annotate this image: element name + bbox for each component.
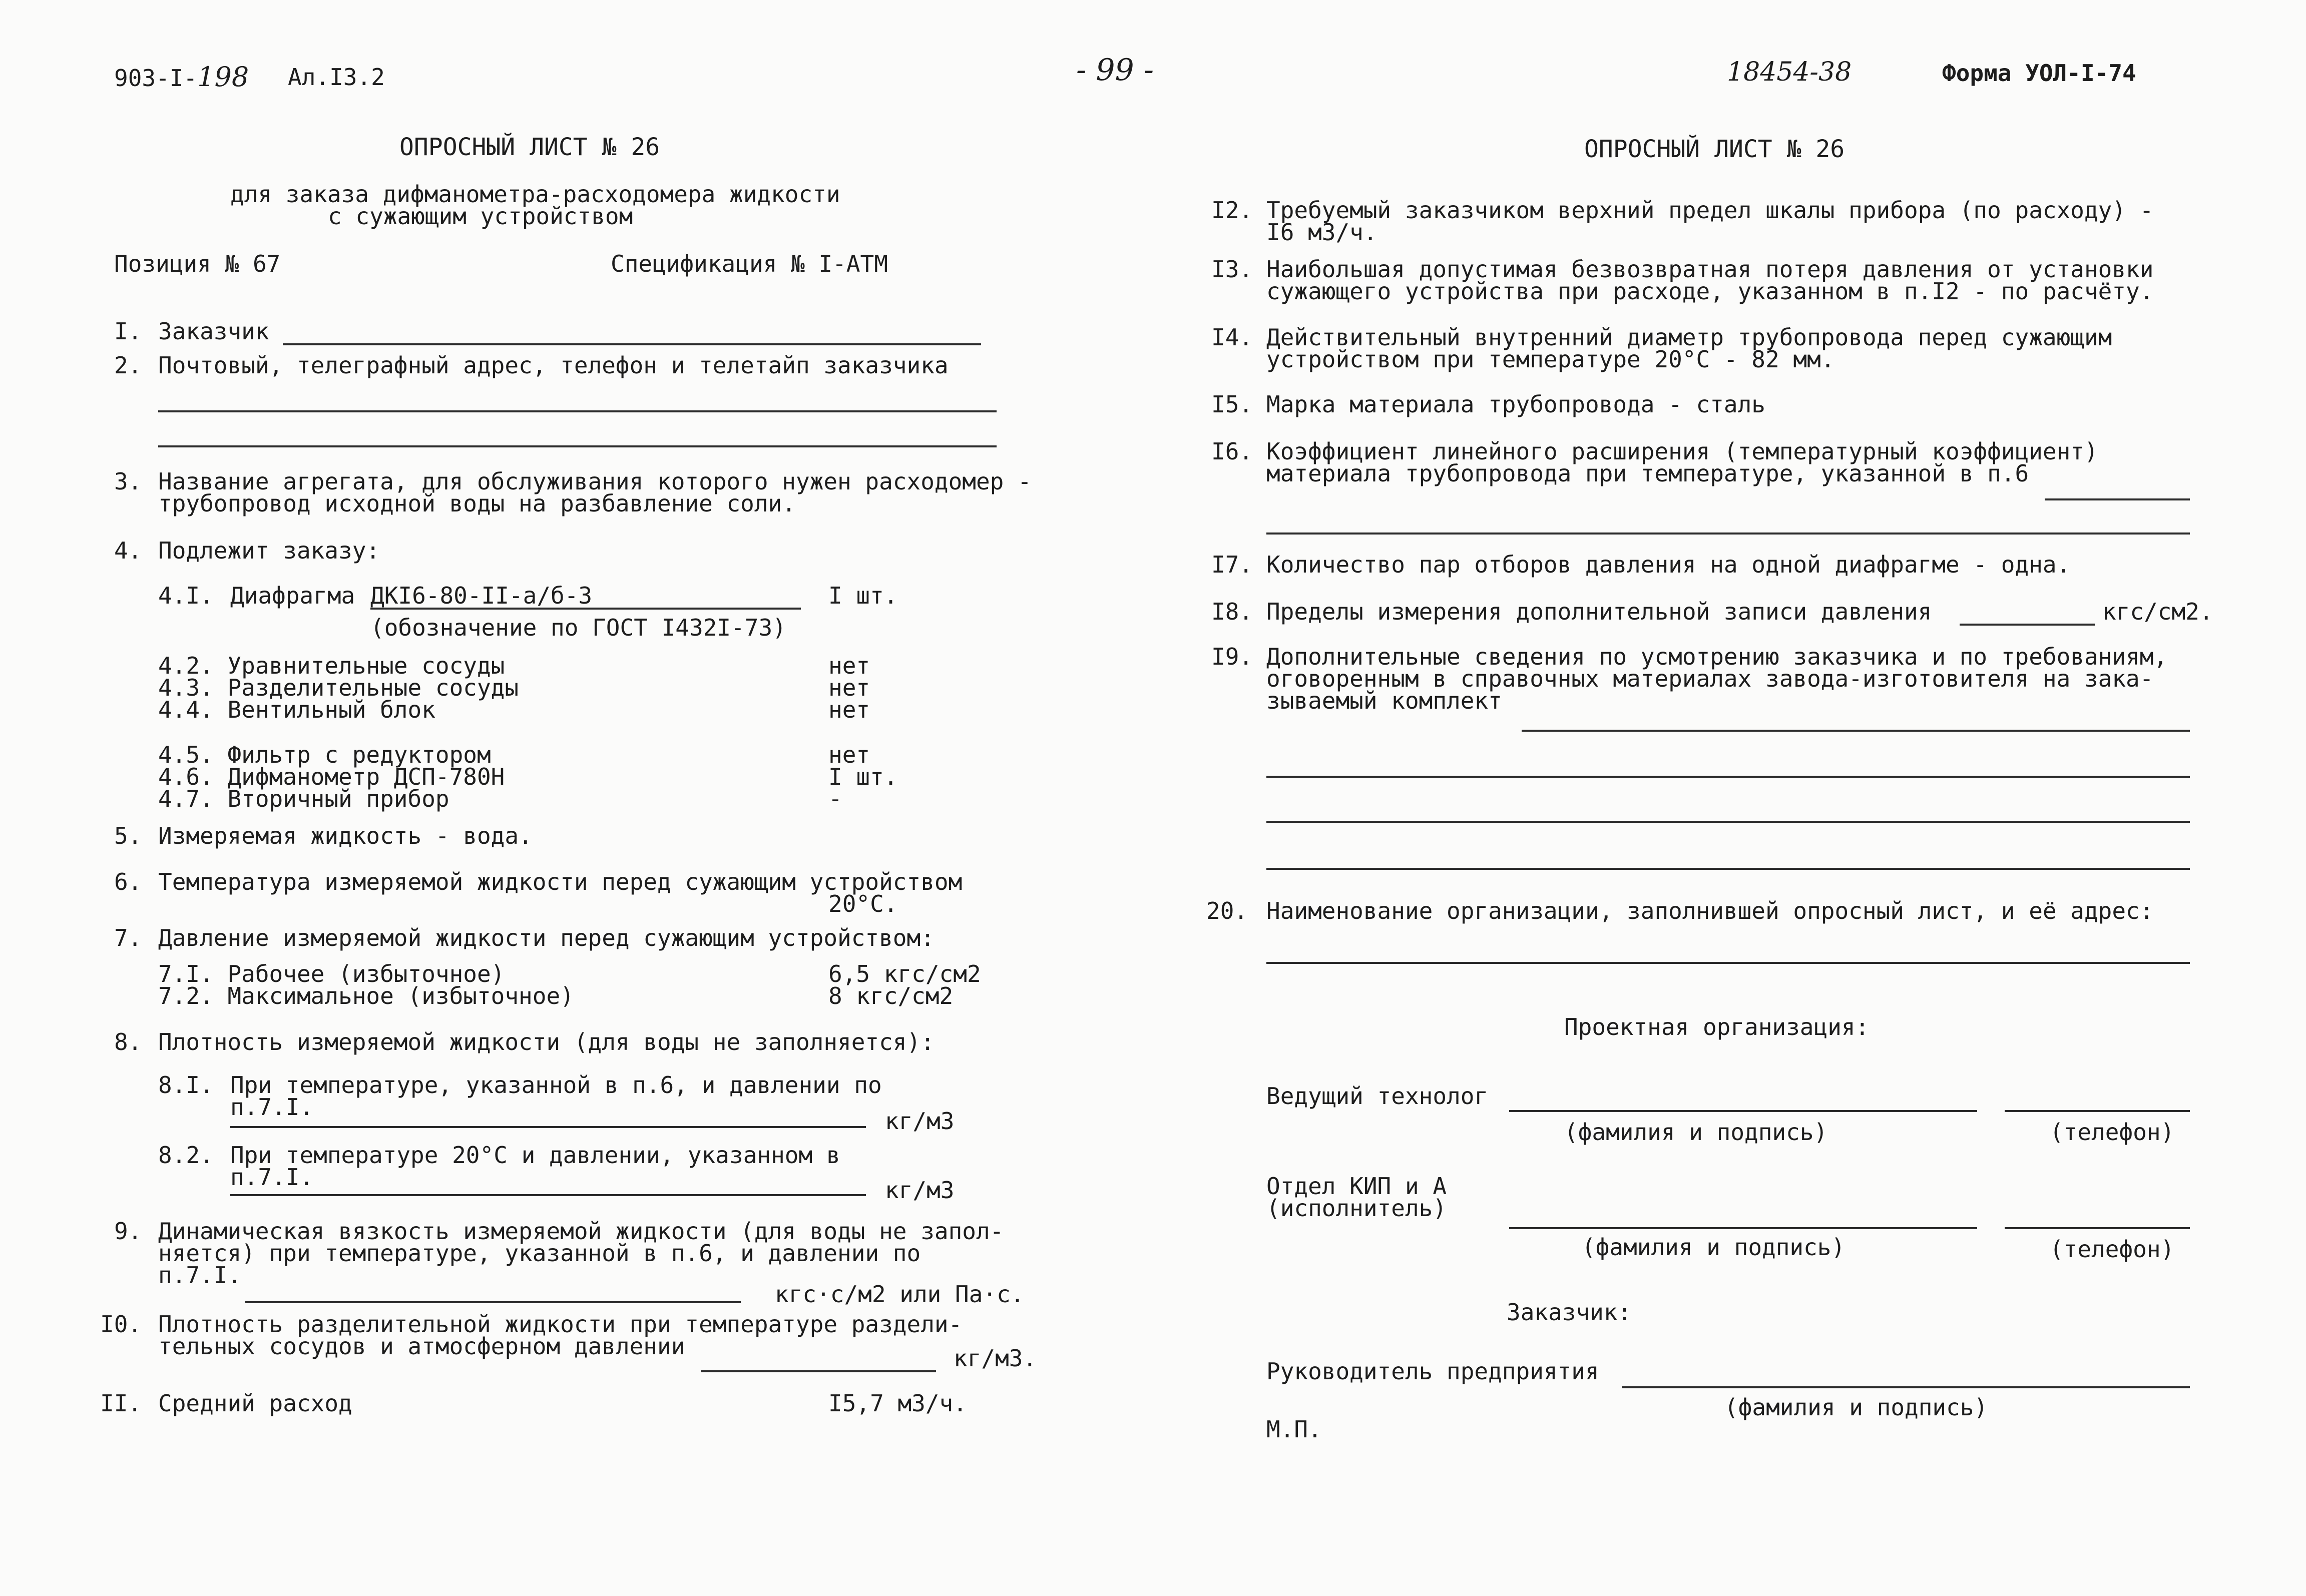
stamp-place-label: М.П.: [1266, 1416, 1322, 1443]
item-4-2: 4.2. Уравнительные сосуды: [158, 652, 505, 679]
lead-technologist-label: Ведущий технолог: [1266, 1083, 1489, 1110]
item-17-number: I7.: [1211, 551, 1253, 578]
item-16-number: I6.: [1211, 438, 1253, 465]
item-20-number: 20.: [1206, 897, 1248, 924]
item-13-number: I3.: [1211, 256, 1253, 283]
item-4-4-value: нет: [828, 696, 870, 723]
item-14-number: I4.: [1211, 324, 1253, 351]
item-2-number: 2.: [114, 352, 142, 379]
item-8-text: Плотность измеряемой жидкости (для воды не заполняется):: [158, 1028, 935, 1055]
item-20-fill-line: [1266, 962, 2190, 964]
item-8-2-fill-line: [230, 1194, 866, 1196]
right-page-title: ОПРОСНЫЙ ЛИСТ № 26: [1584, 135, 1845, 163]
kip-name-caption: (фамилия и подпись): [1582, 1234, 1846, 1261]
item-8-1-text-line-1: При температуре, указанной в п.6, и давлении по: [230, 1072, 882, 1099]
item-10-unit: кг/м3.: [954, 1345, 1037, 1372]
item-19-text-line-2: оговоренным в справочных материалах завода-изготовителя на зака-: [1266, 665, 2154, 692]
item-4-1-number: 4.I.: [158, 582, 214, 609]
item-4-number: 4.: [114, 537, 142, 564]
item-9-text-line-3: п.7.I.: [158, 1262, 242, 1289]
item-8-number: 8.: [114, 1028, 142, 1055]
design-org-heading: Проектная организация:: [1564, 1013, 1870, 1040]
item-5-number: 5.: [114, 822, 142, 849]
document-code-handwritten: 198: [197, 61, 249, 93]
item-4-4: 4.4. Вентильный блок: [158, 696, 435, 723]
item-4-1-quantity: I шт.: [828, 582, 898, 609]
item-8-2-text-line-2: п.7.I.: [230, 1164, 314, 1191]
item-8-1-unit: кг/м3: [885, 1108, 955, 1135]
specification-number: Спецификация № I-АТМ: [611, 250, 888, 277]
item-4-7: 4.7. Вторичный прибор: [158, 785, 449, 812]
kip-phone-caption: (телефон): [2050, 1236, 2175, 1263]
item-16-fill-line-2: [1266, 533, 2190, 535]
item-16-fill-line-1: [2045, 498, 2190, 500]
item-8-2-text-line-1: При температуре 20°С и давлении, указанном в: [230, 1142, 840, 1169]
item-1-text: Заказчик: [158, 318, 269, 345]
item-7-1-value: 6,5 кгс/см2: [828, 960, 981, 987]
item-13-text-line-1: Наибольшая допустимая безвозвратная потеря давления от установки: [1266, 256, 2154, 283]
item-11-number: II.: [100, 1390, 142, 1417]
director-signature-line: [1622, 1386, 2190, 1388]
item-19-fill-line-1: [1522, 730, 2190, 732]
page-number: - 99 -: [1076, 53, 1154, 88]
item-10-number: I0.: [100, 1311, 142, 1338]
customer-fill-line: [283, 343, 981, 345]
lead-technologist-name-caption: (фамилия и подпись): [1564, 1119, 1828, 1146]
item-12-number: I2.: [1211, 197, 1253, 224]
item-7-2-value: 8 кгс/см2: [828, 982, 954, 1009]
item-7-1: 7.I. Рабочее (избыточное): [158, 960, 505, 987]
item-11-value: I5,7 м3/ч.: [828, 1390, 967, 1417]
lead-technologist-phone-line: [2005, 1110, 2190, 1112]
item-18-unit: кгс/см2.: [2102, 598, 2213, 625]
item-19-fill-line-2: [1266, 776, 2190, 778]
item-16-text-line-1: Коэффициент линейного расширения (температурный коэффициент): [1266, 438, 2098, 465]
item-4-text: Подлежит заказу:: [158, 537, 380, 564]
item-15-number: I5.: [1211, 391, 1253, 418]
item-19-fill-line-4: [1266, 868, 2190, 870]
item-16-text-line-2: материала трубопровода при температуре, указанной в п.6: [1266, 460, 2029, 487]
address-fill-line-1: [158, 410, 997, 412]
director-label: Руководитель предприятия: [1266, 1358, 1599, 1385]
item-7-2: 7.2. Максимальное (избыточное): [158, 982, 574, 1009]
item-12-text-line-1: Требуемый заказчиком верхний предел шкалы прибора (по расходу) -: [1266, 197, 2154, 224]
kip-phone-line: [2005, 1227, 2190, 1229]
item-11-text: Средний расход: [158, 1390, 352, 1417]
customer-heading: Заказчик:: [1507, 1299, 1632, 1326]
item-6-text-line-2: 20°С.: [828, 890, 898, 917]
item-14-text-line-1: Действительный внутренний диаметр трубопровода перед сужающим: [1266, 324, 2112, 351]
item-3-text-line-1: Название агрегата, для обслуживания которого нужен расходомер -: [158, 468, 1032, 495]
kip-signature-line: [1509, 1227, 1977, 1229]
item-17-text: Количество пар отборов давления на одной диафрагме - одна.: [1266, 551, 2071, 578]
item-3-number: 3.: [114, 468, 142, 495]
item-9-text-line-2: няется) при температуре, указанной в п.6, и давлении по: [158, 1240, 921, 1267]
item-5-text: Измеряемая жидкость - вода.: [158, 822, 533, 849]
item-8-2-number: 8.2.: [158, 1142, 214, 1169]
item-6-number: 6.: [114, 868, 142, 895]
lead-technologist-signature-line: [1509, 1110, 1977, 1112]
item-18-text: Пределы измерения дополнительной записи давления: [1266, 598, 1932, 625]
item-8-1-number: 8.I.: [158, 1072, 214, 1099]
lead-technologist-phone-caption: (телефон): [2050, 1119, 2175, 1146]
item-8-2-unit: кг/м3: [885, 1177, 955, 1204]
item-18-number: I8.: [1211, 598, 1253, 625]
item-1-number: I.: [114, 318, 142, 345]
item-19-text-line-1: Дополнительные сведения по усмотрению заказчика и по требованиям,: [1266, 643, 2168, 670]
item-4-3-value: нет: [828, 674, 870, 701]
subtitle-line-1: для заказа дифманометра-расходомера жидкости: [230, 181, 840, 208]
item-4-1-fill-line: [370, 608, 801, 610]
subtitle-line-2: с сужающим устройством: [328, 203, 633, 230]
left-page-title: ОПРОСНЫЙ ЛИСТ № 26: [399, 133, 660, 161]
item-20-text: Наименование организации, заполнившей опросный лист, и её адрес:: [1266, 897, 2154, 924]
kip-department-label: Отдел КИП и А: [1266, 1173, 1447, 1200]
item-10-text-line-2: тельных сосудов и атмосферном давлении: [158, 1333, 685, 1360]
item-2-text: Почтовый, телеграфный адрес, телефон и телетайп заказчика: [158, 352, 949, 379]
item-6-text-line-1: Температура измеряемой жидкости перед сужающим устройством: [158, 868, 963, 895]
item-9-unit: кгс·с/м2 или Па·с.: [775, 1281, 1025, 1308]
item-9-number: 9.: [114, 1218, 142, 1245]
item-9-fill-line: [245, 1301, 741, 1303]
item-4-1-value: ДКI6-80-II-а/б-3: [370, 582, 593, 609]
position-number: Позиция № 67: [114, 250, 281, 277]
item-12-text-line-2: I6 м3/ч.: [1266, 219, 1377, 246]
item-4-3: 4.3. Разделительные сосуды: [158, 674, 519, 701]
item-10-text-line-1: Плотность разделительной жидкости при температуре раздели-: [158, 1311, 963, 1338]
item-4-1-note: (обозначение по ГОСТ I432I-73): [370, 614, 786, 641]
item-19-fill-line-3: [1266, 821, 2190, 823]
address-fill-line-2: [158, 445, 997, 447]
item-4-2-value: нет: [828, 652, 870, 679]
item-15-text: Марка материала трубопровода - сталь: [1266, 391, 1765, 418]
item-4-5-value: нет: [828, 741, 870, 768]
item-9-text-line-1: Динамическая вязкость измеряемой жидкости (для воды не запол-: [158, 1218, 1004, 1245]
item-3-text-line-2: трубопровод исходной воды на разбавление соли.: [158, 490, 796, 517]
item-10-fill-line: [701, 1370, 936, 1372]
item-4-6: 4.6. Дифманометр ДСП-780Н: [158, 763, 505, 790]
item-19-text-line-3: зываемый комплект: [1266, 687, 1502, 714]
item-7-number: 7.: [114, 924, 142, 951]
item-14-text-line-2: устройством при температуре 20°С - 82 мм.: [1266, 346, 1835, 373]
kip-executor-label: (исполнитель): [1266, 1195, 1447, 1222]
item-4-5: 4.5. Фильтр с редуктором: [158, 741, 491, 768]
document-code: 903-I-198: [114, 61, 249, 93]
item-18-fill-line: [1960, 624, 2095, 626]
item-4-7-value: -: [828, 785, 842, 812]
director-name-caption: (фамилия и подпись): [1724, 1394, 1988, 1421]
item-13-text-line-2: сужающего устройства при расходе, указанном в п.I2 - по расчёту.: [1266, 278, 2154, 305]
item-8-1-text-line-2: п.7.I.: [230, 1094, 314, 1121]
item-4-6-value: I шт.: [828, 763, 898, 790]
item-8-1-fill-line: [230, 1126, 866, 1128]
album-number: Ал.I3.2: [288, 64, 385, 91]
form-code: Форма УОЛ-I-74: [1942, 60, 2136, 87]
item-7-text: Давление измеряемой жидкости перед сужающим устройством:: [158, 924, 935, 951]
handwritten-number: 18454-38: [1727, 57, 1852, 87]
item-4-1-label: Диафрагма: [230, 582, 355, 609]
item-19-number: I9.: [1211, 643, 1253, 670]
